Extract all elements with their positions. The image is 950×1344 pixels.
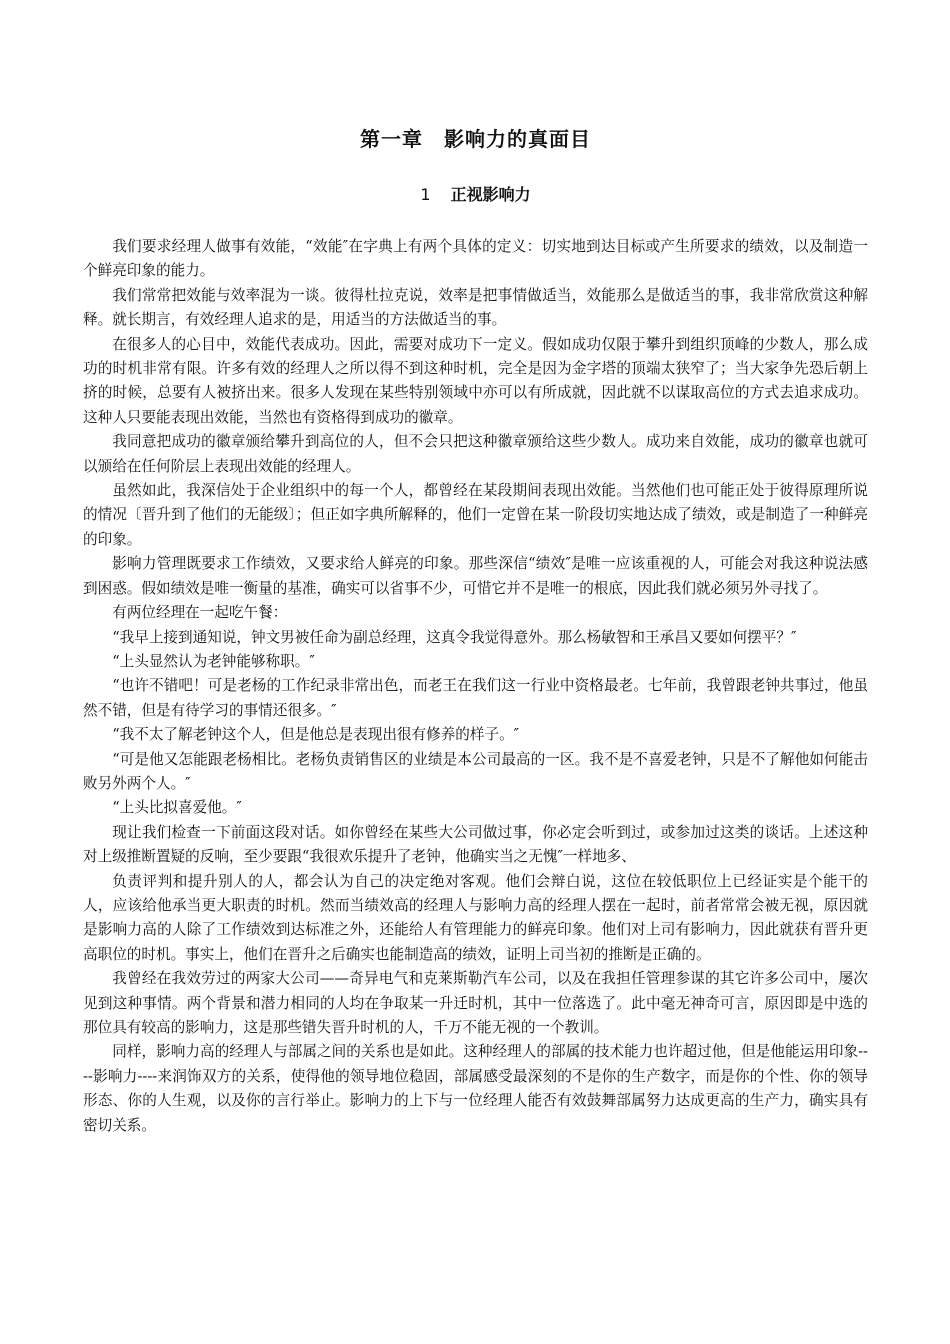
dialogue-line: “也许不错吧！可是老杨的工作纪录非常出色，而老王在我们这一行业中资格最老。七年前，我曾跟老钟共事过，他虽然不错，但是有待学习的事情还很多。″ bbox=[83, 677, 868, 719]
paragraph: 我曾经在我效劳过的两家大公司——奇异电气和克莱斯勒汽车公司，以及在我担任管理参谋的其它许多公司中，屡次见到这种事情。两个背景和潜力相同的人均在争取某一升迁时机，其中一位落选了。此中毫无神奇可言，原因即是中选的那位具有较高的影响力，这是那些错失晋升时机的人，千万不能无视的一个教训。 bbox=[83, 970, 868, 1036]
dialogue-line: “可是他又怎能跟老杨相比。老杨负责销售区的业绩是本公司最高的一区。我不是不喜爱老钟，只是不了解他如何能击败另外两个人。″ bbox=[83, 750, 868, 792]
paragraph: 影响力管理既要求工作绩效，又要求给人鲜亮的印象。那些深信“绩效″是唯一应该重视的人，可能会对我这种说法感到困惑。假如绩效是唯一衡量的基准，确实可以省事不少，可惜它并不是唯一的根底，因此我们就必须另外寻找了。 bbox=[83, 555, 868, 597]
dialogue-line: “上头比拟喜爱他。″ bbox=[112, 799, 242, 817]
paragraph: 有两位经理在一起吃午餐： bbox=[112, 604, 288, 622]
body-text bbox=[83, 235, 868, 1138]
dialogue-line: “我不太了解老钟这个人，但是他总是表现出很有修养的样子。″ bbox=[112, 726, 520, 744]
paragraph: 负责评判和提升别人的人，都会认为自己的决定绝对客观。他们会辩白说，这位在较低职位上已经证实是个能干的人，应该给他承当更大职责的时机。然而当绩效高的经理人与影响力高的经理人摆在一起时，前者常常会被无视，原因就是影响力高的人除了工作绩效到达标准之外，还能给人有管理能力的鲜亮印象。他们对上司有影响力，因此就获有晋升更高职位的时机。事实上，他们在晋升之后确实也能制造高的绩效，证明上司当初的推断是正确的。 bbox=[83, 872, 868, 963]
paragraph: 虽然如此，我深信处于企业组织中的每一个人，都曾经在某段期间表现出效能。当然他们也可能正处于彼得原理所说的情况〔晋升到了他们的无能级〕；但正如字典所解释的，他们一定曾在某一阶段切实地达成了绩效，或是制造了一种鲜亮的印象。 bbox=[83, 482, 868, 548]
paragraph: 我们要求经理人做事有效能，“效能″在字典上有两个具体的定义：切实地到达目标或产生所要求的绩效，以及制造一个鲜亮印象的能力。 bbox=[83, 238, 868, 280]
chapter-title: 第一章 影响力的真面目 bbox=[360, 127, 591, 151]
section-title: 正视影响力 bbox=[450, 185, 531, 204]
paragraph: 现让我们检查一下前面这段对话。如你曾经在某些大公司做过事，你必定会听到过，或参加过这类的谈话。上述这种对上级推断置疑的反响，至少要跟“我很欢乐提升了老钟，他确实当之无愧″一样地多、 bbox=[83, 823, 868, 866]
paragraph: 同样，影响力高的经理人与部属之间的关系也是如此。这种经理人的部属的技术能力也许超过他，但是他能运用印象----影响力----来润饰双方的关系，使得他的领导地位稳固，部属感受最深刻的不是你的生产数字，而是你的个性、你的领导形态、你的人生观，以及你的言行举止。影响力的上下与一位经理人能否有效鼓舞部属努力达成更高的生产力，确实具有密切关系。 bbox=[83, 1043, 868, 1134]
paragraph: 我们常常把效能与效率混为一谈。彼得杜拉克说，效率是把事情做适当，效能那么是做适当的事，我非常欣赏这种解释。就长期言，有效经理人追求的是，用适当的方法做适当的事。 bbox=[83, 286, 868, 329]
dialogue-line: “上头显然认为老钟能够称职。″ bbox=[112, 652, 315, 670]
section-heading bbox=[83, 184, 868, 206]
document-page bbox=[83, 118, 868, 1138]
section-number: 1 bbox=[420, 185, 431, 204]
dialogue-line: “我早上接到通知说，钟文男被任命为副总经理，这真令我觉得意外。那么杨敏智和王承昌又要如何摆平？″ bbox=[112, 628, 797, 646]
paragraph: 在很多人的心目中，效能代表成功。因此，需要对成功下一定义。假如成功仅限于攀升到组织顶峰的少数人，那么成功的时机非常有限。许多有效的经理人之所以得不到这种时机，完全是因为金字塔的顶端太狭窄了；当大家争先恐后朝上挤的时候，总要有人被挤出来。很多人发现在某些特别领域中亦可以有所成就，因此就不以谋取高位的方式去追求成功。这种人只要能表现出效能，当然也有资格得到成功的徽章。 bbox=[83, 335, 868, 426]
paragraph: 我同意把成功的徽章颁给攀升到高位的人，但不会只把这种徽章颁给这些少数人。成功来自效能，成功的徽章也就可以颁给在任何阶层上表现出效能的经理人。 bbox=[83, 433, 868, 475]
